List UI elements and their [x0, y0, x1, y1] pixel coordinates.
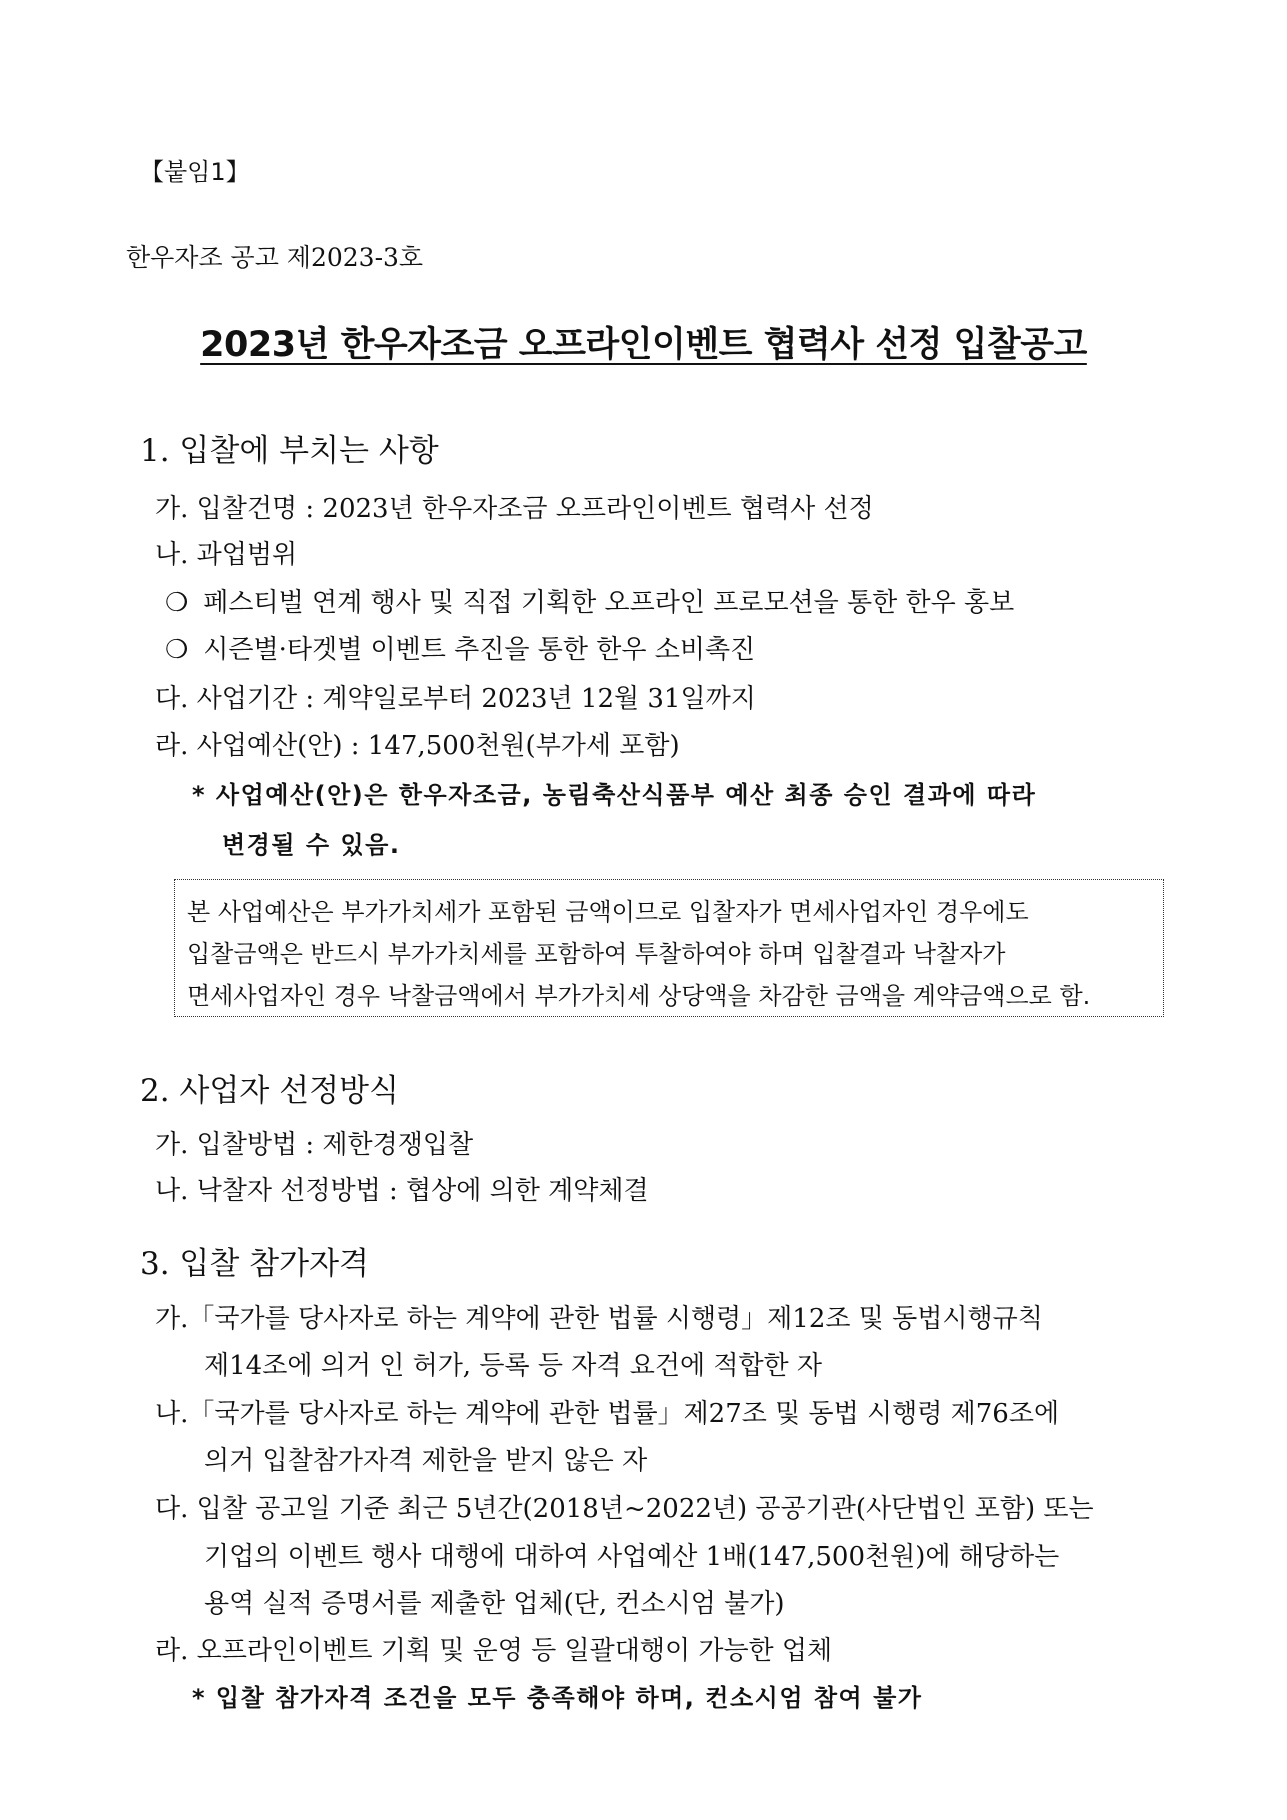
budget-note-line1: * 사업예산(안)은 한우자조금, 농림축산식품부 예산 최종 승인 결과에 따라	[192, 781, 1037, 809]
bullet-circle-icon: ❍	[165, 588, 189, 618]
notice-number: 한우자조 공고 제2023-3호	[126, 243, 424, 272]
section3-item-ga-line2: 제14조에 의거 인 허가, 등록 등 자격 요건에 적합한 자	[204, 1351, 823, 1381]
section1-bullet-2	[165, 629, 755, 666]
vat-notice-box	[174, 879, 1164, 1017]
page-title: 2023년 한우자조금 오프라인이벤트 협력사 선정 입찰공고	[200, 325, 1087, 365]
section3-heading: 3. 입찰 참가자격	[140, 1246, 369, 1282]
section3-item-ga-line1: 가.「국가를 당사자로 하는 계약에 관한 법률 시행령」제12조 및 동법시행규칙	[155, 1304, 1043, 1334]
bullet-text: 페스티벌 연계 행사 및 직접 기획한 오프라인 프로모션을 통한 한우 홍보	[203, 588, 1015, 618]
section1-item-ga: 가. 입찰건명 : 2023년 한우자조금 오프라인이벤트 협력사 선정	[155, 494, 874, 524]
section2-item-ga: 가. 입찰방법 : 제한경쟁입찰	[155, 1130, 474, 1160]
section2-item-na: 나. 낙찰자 선정방법 : 협상에 의한 계약체결	[155, 1176, 649, 1206]
section1-heading: 1. 입찰에 부치는 사항	[140, 433, 439, 469]
section1-item-ra: 라. 사업예산(안) : 147,500천원(부가세 포함)	[155, 731, 680, 761]
section1-item-da: 다. 사업기간 : 계약일로부터 2023년 12월 31일까지	[155, 684, 756, 714]
bullet-circle-icon: ❍	[165, 635, 189, 665]
section1-item-na: 나. 과업범위	[155, 540, 298, 570]
section1-bullet-1	[165, 582, 1014, 619]
section3-item-na-line2: 의거 입찰참가자격 제한을 받지 않은 자	[204, 1446, 648, 1476]
section3-item-da-line3: 용역 실적 증명서를 제출한 업체(단, 컨소시엄 불가)	[204, 1589, 785, 1619]
section3-item-na-line1: 나.「국가를 당사자로 하는 계약에 관한 법률」제27조 및 동법 시행령 제76조에	[155, 1399, 1060, 1429]
budget-note-line2: 변경될 수 있음.	[222, 831, 401, 859]
section3-item-ra: 라. 오프라인이벤트 기획 및 운영 등 일괄대행이 가능한 업체	[155, 1636, 833, 1666]
section3-item-da-line1: 다. 입찰 공고일 기준 최근 5년간(2018년~2022년) 공공기관(사단법인 포함) 또는	[155, 1494, 1094, 1524]
bullet-text: 시즌별·타겟별 이벤트 추진을 통한 한우 소비촉진	[203, 635, 756, 665]
attachment-label: 【붙임1】	[140, 158, 250, 186]
vat-notice-line1: 본 사업예산은 부가가치세가 포함된 금액이므로 입찰자가 면세사업자인 경우에도	[187, 898, 1029, 926]
eligibility-note: * 입찰 참가자격 조건을 모두 충족해야 하며, 컨소시엄 참여 불가	[192, 1684, 923, 1712]
section3-item-da-line2: 기업의 이벤트 행사 대행에 대하여 사업예산 1배(147,500천원)에 해당하는	[204, 1542, 1060, 1572]
vat-notice-line2: 입찰금액은 반드시 부가가치세를 포함하여 투찰하여야 하며 입찰결과 낙찰자가	[187, 940, 1006, 968]
vat-notice-line3: 면세사업자인 경우 낙찰금액에서 부가가치세 상당액을 차감한 금액을 계약금액으로 함.	[187, 982, 1091, 1010]
section2-heading: 2. 사업자 선정방식	[140, 1073, 399, 1109]
